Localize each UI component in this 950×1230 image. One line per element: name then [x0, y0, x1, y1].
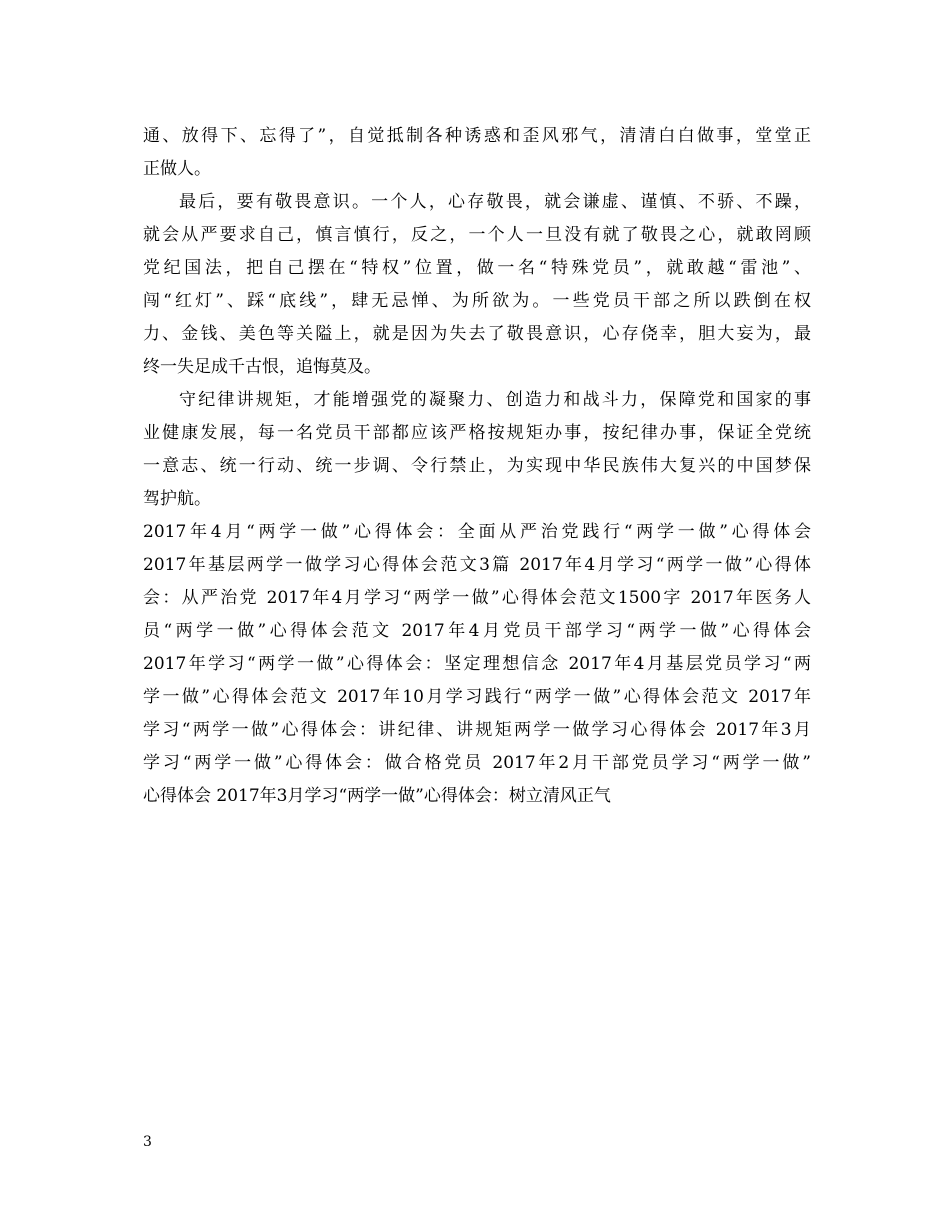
text-line: 力、金钱、美色等关隘上，就是因为失去了敬畏意识，心存侥幸，胆大妄为，最: [143, 324, 811, 344]
text-line: 终一失足成千古恨，追悔莫及。: [143, 357, 381, 377]
related-links-line: 学习“两学一做”心得体会：做合格党员 2017年2月干部党员学习“两学一做”: [143, 753, 811, 773]
text-line: 业健康发展，每一名党员干部都应该严格按规矩办事，按纪律办事，保证全党统: [143, 423, 811, 443]
related-links-line: 2017年基层两学一做学习心得体会范文3篇 2017年4月学习“两学一做”心得体: [143, 555, 811, 575]
document-body: [143, 120, 811, 813]
related-links-line: 员“两学一做”心得体会范文 2017年4月党员干部学习“两学一做”心得体会: [143, 621, 811, 641]
text-line: 正做人。: [143, 159, 211, 179]
text-line: 守纪律讲规矩，才能增强党的凝聚力、创造力和战斗力，保障党和国家的事: [179, 390, 811, 410]
page-number: 3: [143, 1134, 152, 1150]
text-line: 最后，要有敬畏意识。一个人，心存敬畏，就会谦虚、谨慎、不骄、不躁，: [179, 192, 811, 212]
text-line: 一意志、统一行动、统一步调、令行禁止，为实现中华民族伟大复兴的中国梦保: [143, 456, 811, 476]
related-links-line: 心得体会 2017年3月学习“两学一做”心得体会：树立清风正气: [143, 786, 611, 806]
text-line: 驾护航。: [143, 489, 211, 509]
related-links-line: 2017年4月“两学一做”心得体会：全面从严治党践行“两学一做”心得体会: [143, 522, 811, 542]
text-line: 党纪国法，把自己摆在“特权”位置，做一名“特殊党员”，就敢越“雷池”、: [143, 258, 811, 278]
text-line: 就会从严要求自己，慎言慎行，反之，一个人一旦没有就了敬畏之心，就敢罔顾: [143, 225, 811, 245]
related-links-line: 会：从严治党 2017年4月学习“两学一做”心得体会范文1500字 2017年医务人: [143, 588, 811, 608]
related-links-line: 学一做”心得体会范文 2017年10月学习践行“两学一做”心得体会范文 2017年: [143, 687, 811, 707]
text-line: 通、放得下、忘得了”，自觉抵制各种诱惑和歪风邪气，清清白白做事，堂堂正: [143, 126, 811, 146]
related-links-line: 2017年学习“两学一做”心得体会：坚定理想信念 2017年4月基层党员学习“两: [143, 654, 811, 674]
related-links-line: 学习“两学一做”心得体会：讲纪律、讲规矩两学一做学习心得体会 2017年3月: [143, 720, 811, 740]
text-line: 闯“红灯”、踩“底线”，肆无忌惮、为所欲为。一些党员干部之所以跌倒在权: [143, 291, 811, 311]
